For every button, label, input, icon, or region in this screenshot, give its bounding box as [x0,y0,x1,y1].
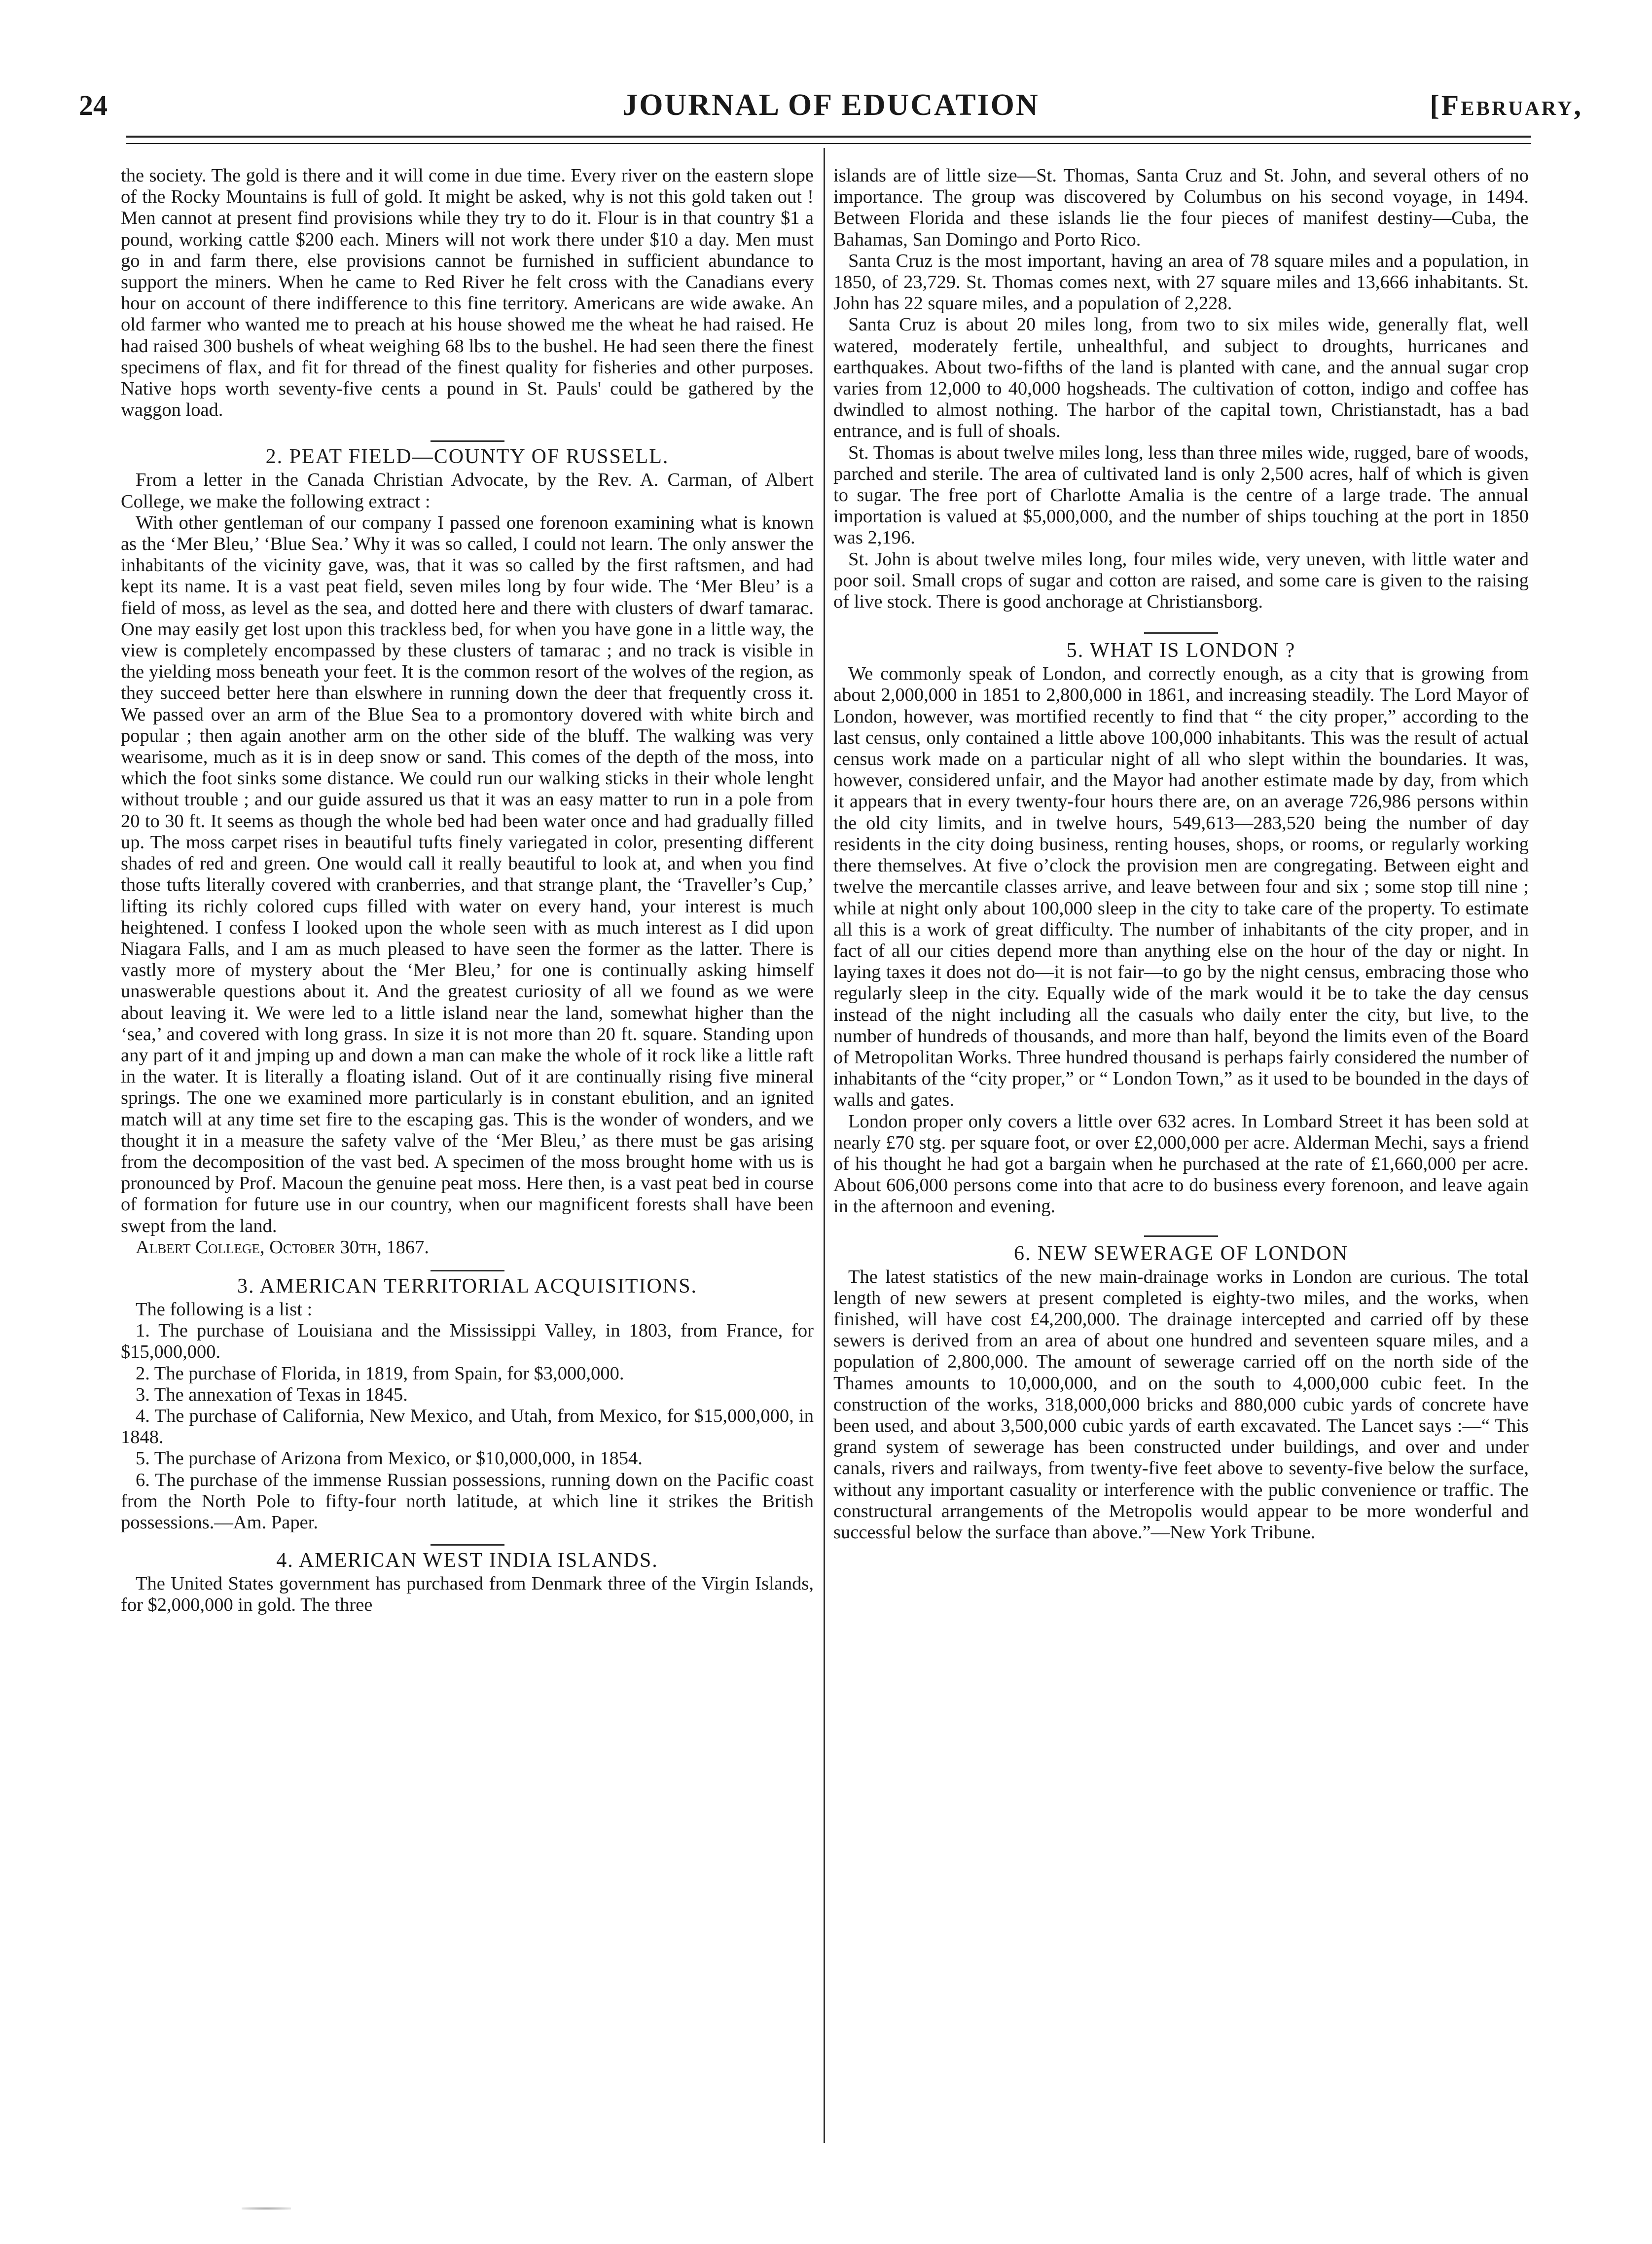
journal-title: JOURNAL OF EDUCATION [622,88,1040,122]
london-para-1: We commonly speak of London, and correctly enough, as a city that is growing from about 2,000,000 in 1851 to 2,800,000 in 1861, and increasing steadily. The Lord Mayor of London, however, was mortified recently to find that “ the city proper,” according to the last census, only contained a little above 100,000 inhabitants. This was the result of actual census work made on a particular night of all who slept within the boundaries. It was, however, considered unfair, and the Mayor had another estimate made by day, from which it appears that in every twenty-four hours there are, on an average 726,986 persons within the old city limits, and in twelve hours, 549,613—283,520 being the number of day residents in the city doing business, renting houses, shops, or rooms, or regularly working there themselves. At five o’clock the provision men are congregating. Between eight and twelve the mercantile classes arrive, and leave between four and six ; some stop till nine ; while at night only about 100,000 sleep in the city to take care of the property. To estimate all this is a work of great difficulty. The number of inhabitants of the city proper, and in fact of all our cities depend more than anything else on the hour of the day or night. In laying taxes it does not do—it is not fair—to go by the night census, embracing those who regularly sleep in the city. Equally wide of the mark would it be to take the day census instead of the night including all the casuals who daily enter the city, but live, to the number of hundreds of thousands, and more than half, beyond the limits even of the Board of Metropolitan Works. Three hundred thousand is perhaps fairly considered the number of inhabitants of the “city proper,” or “ London Town,” as it used to be bounded in the days of walls and gates. [833,663,1529,1111]
london-para-2: London proper only covers a little over 632 acres. In Lombard Street it has been sold at nearly £70 stg. per square foot, or over £2,000,000 per acre. Alderman Mechi, says a friend of his thought he had got a bargain when he purchased at the rate of £1,660,000 per acre. About 606,000 persons come into that acre to do business every forenoon, and leave again in the afternoon and evening. [833,1111,1529,1217]
section-heading-territorial: 3. AMERICAN TERRITORIAL ACQUISITIONS. [237,1274,698,1298]
gold-article-continuation: the society. The gold is there and it will come in due time. Every river on the eastern slope of the Rocky Mountains is full of gold. It might be asked, why is not this gold taken out ! Men cannot at present find provisions while they try to do it. Flour is in that country $1 a pound, working cattle $200 each. Miners will not work there under $10 a day. Men must go in and farm there, else provisions cannot be furnished in sufficient abundance to support the miners. When he came to Red River he felt cross with the Canadians every hour on account of there indifference to this fine territory. Americans are wide awake. An old farmer who wanted me to preach at his house showed me the wheat he had raised. He had raised 300 bushels of wheat weighing 68 lbs to the bushel. He had seen there the finest specimens of flax, and fit for thread of the finest quality for fisheries and other purposes. Native hops worth seventy-five cents a pound in St. Pauls' could be gathered by the waggon load. [121,165,814,421]
section-rule [1144,632,1218,634]
ink-smudge [242,2207,291,2210]
section-heading-sewerage: 6. NEW SEWERAGE OF LONDON [1013,1242,1348,1265]
section-heading-london: 5. WHAT IS LONDON ? [1066,639,1296,662]
left-column [121,165,814,1616]
peat-field-body: With other gentleman of our company I passed one forenoon examining what is known as the ‘Mer Bleu,’ ‘Blue Sea.’ Why it was so called, I could not learn. The only answer the inhabitants of the vicinity gave, was, that it was so called by the first raftsmen, and had kept its name. It is a vast peat field, seven miles long by four wide. The ‘Mer Bleu’ is a field of moss, as level as the sea, and dotted here and there with clusters of dwarf tamarac. One may easily get lost upon this trackless bed, for when you have gone in a little way, the view is completely encompassed by these clusters of tamarac ; and no track is visible in the yielding moss beneath your feet. It is the common resort of the wolves of the region, as they succeed better here than elswhere in running down the deer that frequently cross it. We passed over an arm of the Blue Sea to a promontory dovered with white birch and popular ; then again another arm on the other side of the bluff. The walking was very wearisome, much as it is in deep snow or sand. This comes of the depth of the moss, into which the foot sinks some distance. We could run our walking sticks in their whole lenght without trouble ; and our guide assured us that it was an easy matter to run in a pole from 20 to 30 ft. It seems as though the whole bed had been water once and had gradually filled up. The moss carpet rises in beautiful tufts finely variegated in color, presenting different shades of red and green. One would call it really beautiful to look at, and when you find those tufts literally covered with cranberries, and that strange plant, the ‘Traveller’s Cup,’ lifting its richly colored cups filled with water on every hand, your interest is much heightened. I confess I looked upon the whole seen with as much interest as I did upon Niagara Falls, and I am as much pleased to have seen the former as the latter. There is vastly more of mystery about the ‘Mer Bleu,’ for one is continually asking himself unaswerable questions about it. And the greatest curiosity of all we found as we were about leaving it. We were led to a little island near the land, somewhat higher than the ‘sea,’ and covered with long grass. In size it is not more than 20 ft. square. Standing upon any part of it and jmping up and down a man can make the whole of it rock like a little raft in the water. It is literally a floating island. Out of it are continually rising five mineral springs. The one we examined more particularly is in constant ebulition, and an ignited match will at any time set fire to the escaping gas. This is the wonder of wonders, and we thought it in a measure the safety valve of the ‘Mer Bleu,’ as there must be gas arising from the decomposition of the vast bed. A specimen of the moss brought home with us is pronounced by Prof. Macoun the genuine peat moss. Here then, is a vast peat bed in course of formation for future use in our country, when our magnificent forests shall have been swept from the land. [121,512,814,1236]
section-rule [431,1270,504,1271]
list-item: 4. The purchase of California, New Mexico, and Utah, from Mexico, for $15,000,000, in 1848. [121,1405,814,1448]
list-item: 3. The annexation of Texas in 1845. [136,1384,408,1405]
peat-field-signature: Albert College, October 30th, 1867. [136,1236,430,1258]
west-india-st-john: St. John is about twelve miles long, four miles wide, very uneven, with little water and poor soil. Small crops of sugar and cotton are raised, and some care is given to the raising of live stock. There is good anchorage at Christiansborg. [833,548,1529,613]
header-rule-thick [126,136,1531,138]
list-item: 2. The purchase of Florida, in 1819, from Spain, for $3,000,000. [136,1363,624,1384]
list-item: 1. The purchase of Louisiana and the Mississippi Valley, in 1803, from France, for $15,000,000. [121,1320,814,1363]
list-item: 6. The purchase of the immense Russian possessions, running down on the Pacific coast from the North Pole to fifty-four north latitude, at which line it strikes the British possessions.—Am. Paper. [121,1469,814,1533]
section-rule [431,1544,504,1546]
sewerage-para: The latest statistics of the new main-drainage works in London are curious. The total length of new sewers at present completed is eighty-two miles, and the works, when finished, will have cost £4,200,000. The drainage intercepted and carried off by these sewers is derived from an area of about one hundred and seventeen square miles, and a population of 2,800,000. The amount of sewerage carried off on the north side of the Thames amounts to 10,000,000, and on the south to 4,000,000 cubic feet. In the construction of the works, 318,000,000 bricks and 880,000 cubic yards of concrete have been used, and about 3,500,000 cubic yards of earth excavated. The Lancet says :—“ This grand system of sewerage has been constructed under buildings, and over and under canals, rivers and railways, from twenty-five feet above to seventy-five below the surface, without any important casuality or interference with the public convenience or traffic. The constructural arrangements of the Metropolis would appear to be more wonderful and successful below the surface than above.”—New York Tribune. [833,1266,1529,1543]
west-india-st-thomas: St. Thomas is about twelve miles long, less than three miles wide, rugged, bare of woods, parched and sterile. The area of cultivated land is only 2,500 acres, half of which is given to sugar. The free port of Charlotte Amalia is the centre of a large trade. The annual importation is valued at $5,000,000, and the number of ships touching at the port in 1850 was 2,196. [833,442,1529,548]
right-column [833,165,1529,1543]
page-header [79,84,1583,128]
section-rule [1144,1235,1218,1237]
header-rule-thin [126,143,1531,144]
west-india-santa-cruz: Santa Cruz is the most important, having an area of 78 square miles and a population, in 1850, of 23,729. St. Thomas comes next, with 27 square miles and 13,666 inhabitants. St. John has 22 square miles, and a population of 2,228. [833,250,1529,314]
section-heading-peat-field: 2. PEAT FIELD—COUNTY OF RUSSELL. [265,445,669,469]
page-number: 24 [79,89,108,121]
list-item: 5. The purchase of Arizona from Mexico, or $10,000,000, in 1854. [136,1448,643,1469]
section-heading-west-india: 4. AMERICAN WEST INDIA ISLANDS. [276,1549,658,1572]
issue-month: [February, [1430,89,1583,121]
section-rule [431,440,504,442]
west-india-start: The United States government has purchased from Denmark three of the Virgin Islands, for $2,000,000 in gold. The three [121,1573,814,1616]
west-india-continuation: islands are of little size—St. Thomas, Santa Cruz and St. John, and several others of no importance. The group was discovered by Columbus on his second voyage, in 1494. Between Florida and these islands lie the four pieces of manifest destiny—Cuba, the Bahamas, San Domingo and Porto Rico. [833,165,1529,250]
peat-field-intro: From a letter in the Canada Christian Advocate, by the Rev. A. Carman, of Albert College, we make the following extract : [121,470,814,512]
column-divider [824,148,825,2143]
west-india-santa-cruz-detail: Santa Cruz is about 20 miles long, from two to six miles wide, generally flat, well watered, moderately fertile, unhealthful, and subject to droughts, hurricanes and earthquakes. About two-fifths of the land is planted with cane, and the annual sugar crop varies from 12,000 to 40,000 hogsheads. The cultivation of cotton, indigo and coffee has dwindled to almost nothing. The harbor of the capital town, Christianstadt, has a bad entrance, and is full of shoals. [833,314,1529,442]
territorial-intro: The following is a list : [136,1299,313,1320]
